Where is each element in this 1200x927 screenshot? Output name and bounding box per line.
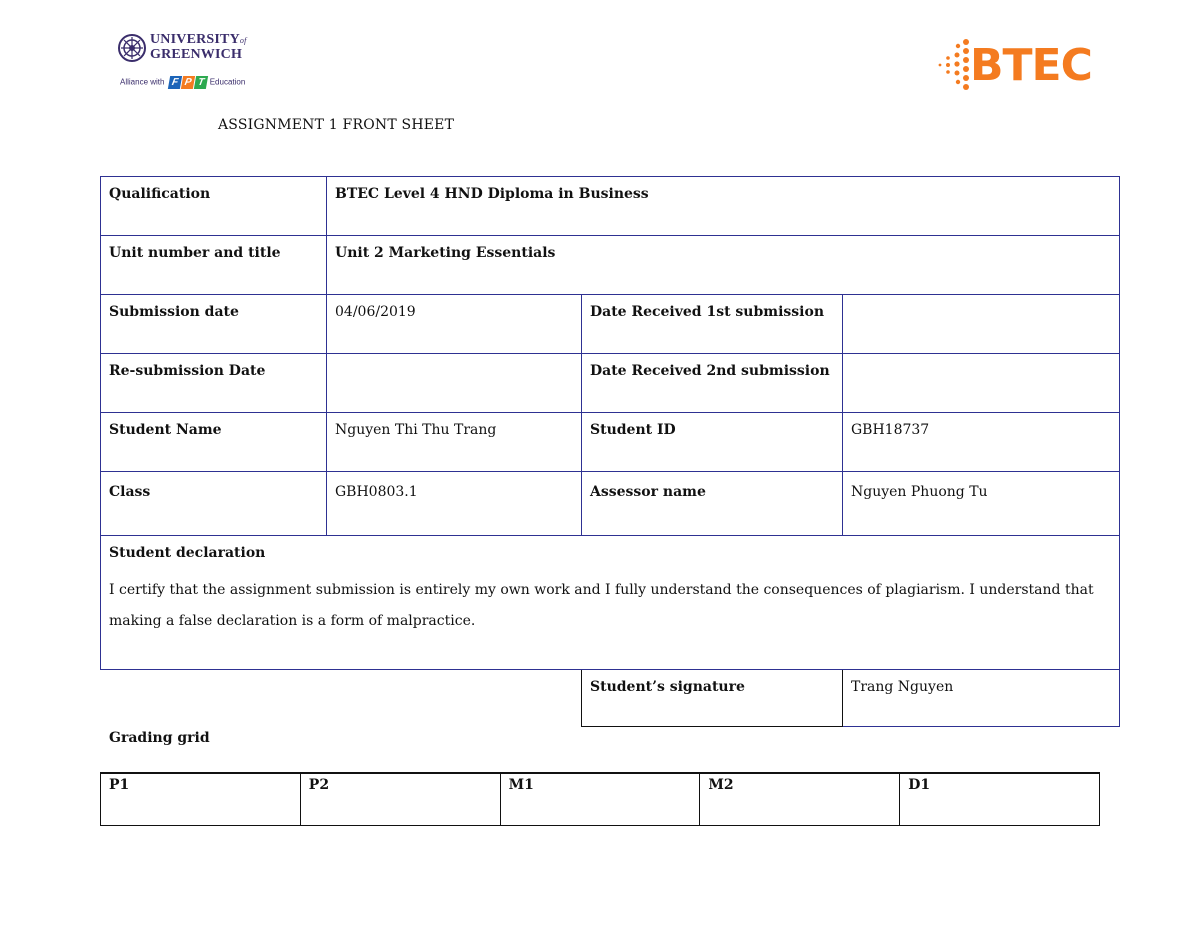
qualification-label: Qualification — [101, 177, 327, 236]
table-row — [101, 236, 1120, 295]
resubmission-value — [327, 354, 582, 413]
grade-cell-d1: D1 — [900, 773, 1100, 826]
grade-cell-p1: P1 — [101, 773, 301, 826]
class-label: Class — [101, 472, 327, 536]
grade-cell-m1: M1 — [500, 773, 700, 826]
unit-value: Unit 2 Marketing Essentials — [327, 236, 1120, 295]
grade-cell-p2: P2 — [300, 773, 500, 826]
university-name: UNIVERSITYof GREENWICH — [150, 32, 247, 62]
student-name-label: Student Name — [101, 413, 327, 472]
assessor-label: Assessor name — [582, 472, 843, 536]
university-seal-icon — [118, 34, 146, 62]
grade-cell-m2: M2 — [700, 773, 900, 826]
university-of-greenwich-logo — [118, 30, 258, 96]
submission-date-label: Submission date — [101, 295, 327, 354]
front-sheet-table — [100, 176, 1120, 727]
student-name-value: Nguyen Thi Thu Trang — [327, 413, 582, 472]
unit-label: Unit number and title — [101, 236, 327, 295]
student-id-value: GBH18737 — [843, 413, 1120, 472]
assessor-value: Nguyen Phuong Tu — [843, 472, 1120, 536]
page-title: ASSIGNMENT 1 FRONT SHEET — [218, 117, 455, 133]
grading-grid-table — [100, 772, 1100, 826]
btec-dots-icon — [936, 38, 972, 90]
resubmission-label: Re-submission Date — [101, 354, 327, 413]
student-id-label: Student ID — [582, 413, 843, 472]
table-row — [101, 177, 1120, 236]
table-row — [101, 295, 1120, 354]
date-received-2-value — [843, 354, 1120, 413]
signature-value: Trang Nguyen — [843, 670, 1120, 727]
class-value: GBH0803.1 — [327, 472, 582, 536]
grading-grid-heading: Grading grid — [109, 730, 210, 746]
alliance-line: Alliance with F P T Education — [120, 77, 246, 88]
signature-row — [101, 670, 1120, 727]
date-received-1-value — [843, 295, 1120, 354]
signature-label: Student’s signature — [582, 670, 843, 727]
table-row — [101, 773, 1100, 826]
btec-wordmark: BTEC — [970, 40, 1092, 91]
table-row — [101, 472, 1120, 536]
declaration-text: I certify that the assignment submission is entirely my own work and I fully understand the consequences of plagiarism. I understand that making a false declaration is a form of malpractice. — [109, 582, 1094, 629]
declaration-row — [101, 536, 1120, 670]
table-row — [101, 354, 1120, 413]
submission-date-value: 04/06/2019 — [327, 295, 582, 354]
declaration-cell — [101, 536, 1120, 670]
empty-cell — [101, 670, 582, 727]
date-received-2-label: Date Received 2nd submission — [582, 354, 843, 413]
table-row — [101, 413, 1120, 472]
qualification-value: BTEC Level 4 HND Diploma in Business — [327, 177, 1120, 236]
btec-logo — [936, 34, 1126, 94]
fpt-logo: F P T — [169, 76, 208, 89]
date-received-1-label: Date Received 1st submission — [582, 295, 843, 354]
declaration-heading: Student declaration — [109, 545, 266, 561]
